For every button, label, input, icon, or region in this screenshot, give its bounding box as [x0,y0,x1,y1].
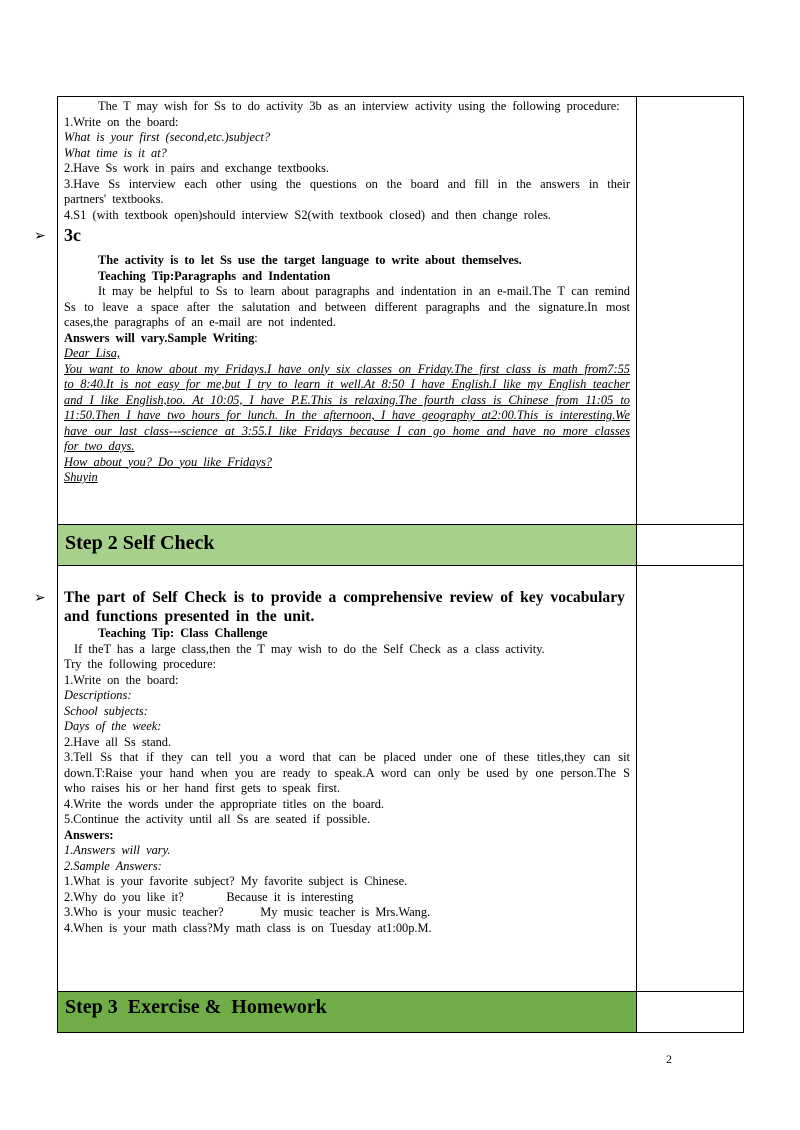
page-number: 2 [666,1052,672,1066]
board-title-3: Days of the week: [64,719,162,733]
board-question-2: What time is it at? [64,145,167,160]
self-check-row [58,566,744,992]
board-question-1: What is your first (second,etc.)subject? [64,130,271,144]
notes-cell [637,525,744,566]
heading-3c [34,225,630,245]
lesson-plan-table [34,96,744,1033]
teaching-tip-line-1: If theT has a large class,then the T may wish to do the Self Check as a class activity. [74,641,545,656]
activity-aim: The activity is to let Ss use the target language to write about themselves. [98,253,522,267]
procedure-step-2: 2.Have all Ss stand. [64,734,172,749]
answer-2: 2.Sample Answers: [64,858,162,873]
procedure-step-3: 3.Tell Ss that if they can tell you a word that can be placed under one of these titles,they can sit down.T:Raise your hand when you are ready to speak.A word can only be used by one person.The S who raises his or her hand first gets to speak first. [64,750,630,795]
sample-qa-4: 4.When is your math class?My math class is on Tuesday at1:00p.M. [64,920,432,935]
board-title-1: Descriptions: [64,688,132,702]
sample-qa-2: 2.Why do you like it? Because it is interesting [64,889,354,904]
intro-3b: The T may wish for Ss to do activity 3b as an interview activity using the following procedure: [98,99,620,113]
step-3-title: Step 3 Exercise & Homework [65,996,327,1018]
heading-3c-text: 3c [64,225,81,245]
notes-cell [637,566,744,992]
email-signature: Shuyin [64,470,98,484]
answer-1: 1.Answers will vary. [64,843,171,857]
board-title-2: School subjects: [64,703,148,718]
self-check-heading-text: The part of Self Check is to provide a comprehensive review of key vocabulary and functions presented in the unit. [64,589,625,625]
row-3b-3c [58,97,744,525]
email-closing: How about you? Do you like Fridays? [64,454,272,469]
arrow-bullet-icon: ➢ [34,590,46,606]
arrow-bullet-icon: ➢ [34,228,46,244]
sample-writing-label: Answers will vary.Sample Writing: [64,330,258,345]
procedure-step-5: 5.Continue the activity until all Ss are seated if possible. [64,812,371,826]
step-2-header [58,525,637,566]
procedure-step-3: 3.Have Ss interview each other using the questions on the board and fill in the answers in their partners' textbooks. [64,176,630,206]
sample-qa-1: 1.What is your favorite subject? My favorite subject is Chinese. [64,874,408,888]
email-salutation: Dear Lisa, [64,346,121,360]
email-body: You want to know about my Fridays.I have only six classes on Friday.The first class is math from7:55 to 8:40.It is not easy for me,but I try to learn it well.At 8:50 I have English.I like my English teacher and I like English,too. At 10:05, I have P.E.This is relaxing.The fourth class is Chinese from 11:05 to 11:50.Then I have two hours for lunch. In the afternoon, I have geography at2:00.This is interesting.We have our last class---science at 3:55.I like Fridays because I can go home and have no more classes for two days. [64,361,630,453]
step-2-title: Step 2 Self Check [65,532,215,554]
procedure-step-1: 1.Write on the board: [64,114,179,129]
teaching-tip-line-2: Try the following procedure: [64,657,217,671]
procedure-step-4: 4.Write the words under the appropriate titles on the board. [64,796,385,811]
procedure-step-1: 1.Write on the board: [64,672,179,687]
notes-cell [637,97,744,525]
procedure-step-4: 4.S1 (with textbook open)should interview S2(with textbook closed) and then change roles. [64,207,551,222]
teaching-tip-title: Teaching Tip: Class Challenge [98,626,268,640]
procedure-step-2: 2.Have Ss work in pairs and exchange textbooks. [64,161,329,175]
content-cell [34,566,637,992]
sample-qa-3: 3.Who is your music teacher? My music teacher is Mrs.Wang. [64,905,431,919]
answers-label: Answers: [64,827,114,842]
step-3-header [58,992,637,1033]
teaching-tip-title: Teaching Tip:Paragraphs and Indentation [98,268,331,283]
self-check-heading [34,588,630,626]
step-3-row [58,992,744,1033]
step-2-row [58,525,744,566]
teaching-tip-text: It may be helpful to Ss to learn about paragraphs and indentation in an e-mail.The T can remind Ss to leave a space after the salutation and between different paragraphs and the signature.In most cases,the paragraphs of an e-mail are not indented. [64,284,630,329]
content-cell [34,97,637,525]
notes-cell [637,992,744,1033]
